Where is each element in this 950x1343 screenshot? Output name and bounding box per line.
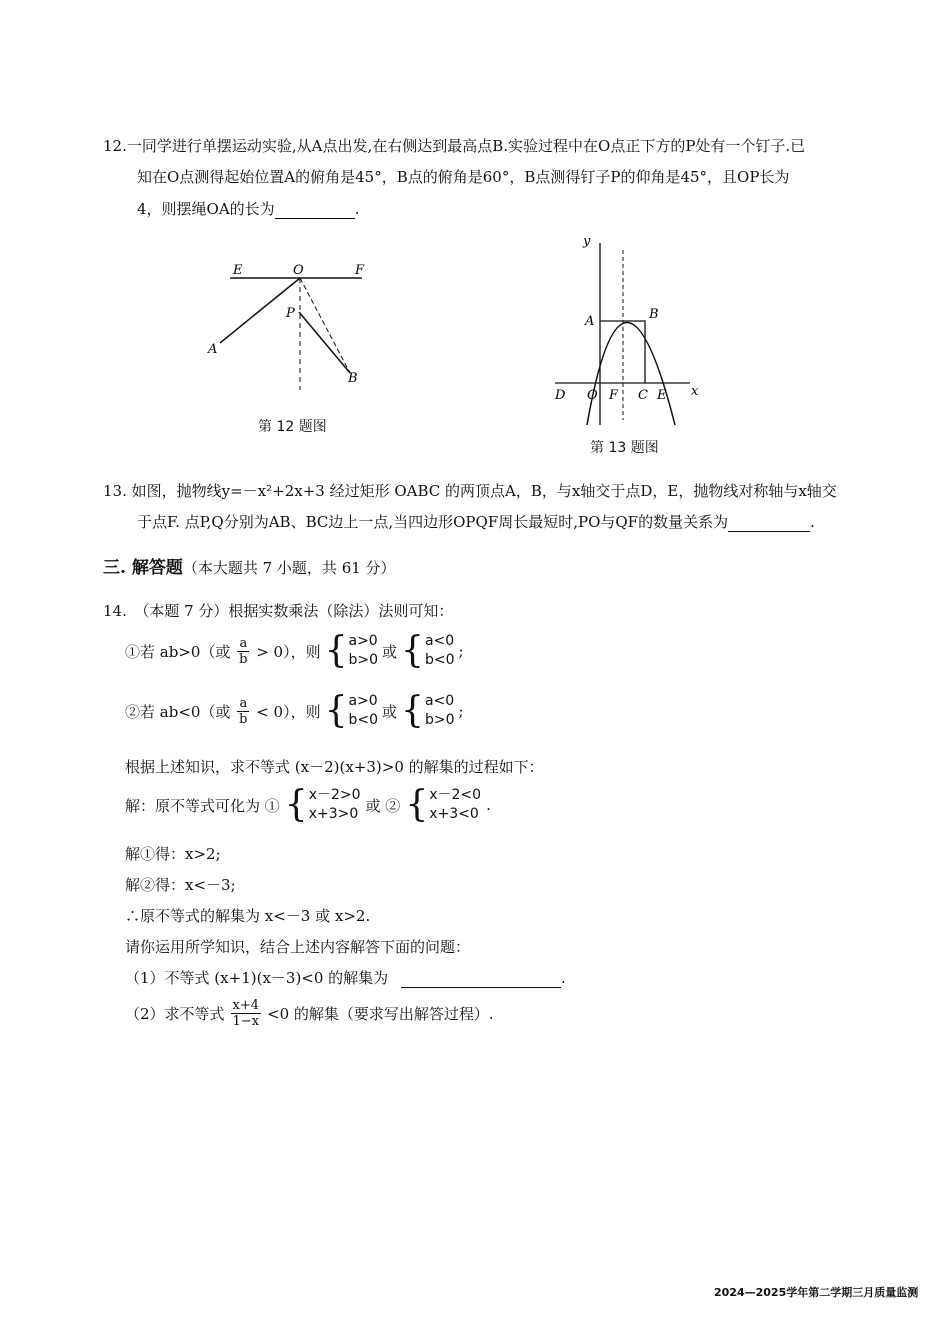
label-B: B [348, 371, 358, 386]
section-3-heading [103, 553, 396, 578]
figure-12 [200, 255, 380, 395]
semicolon: ; [458, 702, 464, 720]
or-text: 或 [382, 702, 398, 721]
label-A: A [208, 342, 218, 357]
rule2-prefix: ②若 ab<0（或 [125, 702, 231, 721]
label-F: F [355, 263, 365, 278]
q12-line3-text: 4，则摆绳OA的长为 [137, 200, 275, 218]
step-1: 解①得：x>2; [125, 845, 221, 863]
frac-num: a [239, 635, 248, 651]
label-P: P [286, 306, 295, 321]
system: { a>0 b>0 [324, 630, 379, 671]
q13-end: . [810, 513, 815, 531]
part2-prefix: （2）求不等式 [125, 1005, 225, 1023]
q13-line2-text: 于点F. 点P,Q分别为AB、BC边上一点,当四边形OPQF周长最短时,PO与QF的数量关系为 [137, 513, 729, 531]
sys-row: x－2>0 [308, 787, 361, 803]
label-A: A [585, 314, 595, 329]
rope-PB [299, 312, 350, 373]
sys-row: x+3>0 [308, 806, 359, 822]
q12-line1: 12.一同学进行单摆运动实验,从A点出发,在右侧达到最高点B.实验过程中在O点正下方的P处有一个钉子.已 [103, 137, 806, 155]
label-E: E [657, 388, 667, 403]
label-y: y [583, 235, 591, 249]
section-title: 三. 解答题 [103, 558, 183, 578]
label-C: C [638, 388, 648, 403]
q13-line1: 13. 如图，抛物线y=－x²+2x+3 经过矩形 OABC 的两顶点A，B，与x轴交于点D，E，抛物线对称轴与x轴交 [103, 482, 837, 500]
system: { a>0 b<0 [324, 690, 379, 731]
fraction-a-b [237, 696, 249, 727]
sys-row: a>0 [348, 693, 378, 709]
step-3: ∴原不等式的解集为 x<－3 或 x>2. [125, 907, 371, 925]
or-text: 或 [382, 642, 398, 661]
page-footer: 2024—2025学年第二学期三月质量监测 [714, 1286, 919, 1299]
sys-row: b>0 [424, 712, 455, 728]
answer-blank-13[interactable] [728, 513, 810, 532]
fraction-part2 [231, 998, 262, 1029]
system: { a<0 b<0 [401, 630, 455, 671]
rule-2 [125, 692, 464, 730]
section-note: （本大题共 7 小题，共 61 分） [182, 559, 396, 577]
answer-blank-12[interactable] [275, 200, 355, 219]
label-O: O [293, 263, 304, 278]
dashed-OB [300, 278, 350, 373]
q14-ask: 请你运用所学知识，结合上述内容解答下面的问题： [125, 938, 471, 956]
q14-solution [125, 786, 491, 824]
label-D: D [555, 388, 566, 403]
frac-num: x+4 [232, 998, 260, 1013]
sys-row: a<0 [424, 633, 455, 649]
q12-line3 [137, 198, 359, 219]
frac-num: a [239, 695, 248, 711]
fraction-a-b [237, 636, 249, 667]
frac-den: b [239, 711, 248, 727]
rule2-mid: < 0），则 [256, 702, 321, 721]
q14-part1 [125, 967, 566, 988]
q14-intro: 14. （本题 7 分）根据实数乘法（除法）法则可知： [103, 602, 454, 620]
sys-row: x+3<0 [429, 806, 479, 822]
part1-end: . [560, 969, 566, 987]
figure-13-caption: 第 13 题图 [590, 440, 659, 456]
sol-prefix: 解：原不等式可化为 ① [125, 796, 280, 815]
q14-part2 [125, 998, 494, 1029]
label-F: F [609, 388, 619, 403]
part2-suffix: <0 的解集（要求写出解答过程）. [267, 1005, 494, 1023]
sys-row: b<0 [424, 652, 455, 668]
label-x: x [691, 384, 699, 399]
sol-or: 或 ② [365, 796, 401, 815]
label-B: B [649, 307, 659, 322]
label-O: O [587, 388, 598, 403]
system: { x－2<0 x+3<0 [405, 784, 482, 825]
answer-blank-14-1[interactable] [401, 969, 561, 988]
rule1-mid: > 0），则 [256, 642, 321, 661]
system: { x－2>0 x+3>0 [284, 784, 361, 825]
part1-text: （1）不等式 (x+1)(x－3)<0 的解集为 [125, 969, 389, 987]
system: { a<0 b>0 [401, 690, 455, 731]
q14-know: 根据上述知识，求不等式 (x－2)(x+3)>0 的解集的过程如下： [125, 758, 544, 776]
rule1-prefix: ①若 ab>0（或 [125, 642, 231, 661]
label-E: E [233, 263, 243, 278]
q13-line2 [137, 511, 815, 532]
sys-row: b<0 [348, 712, 379, 728]
sol-end: . [486, 796, 491, 814]
sys-row: b>0 [348, 652, 379, 668]
figure-13 [545, 235, 715, 430]
q12-end: . [354, 200, 360, 218]
step-2: 解②得：x<－3; [125, 876, 236, 894]
q12-line2: 知在O点测得起始位置A的俯角是45°，B点的俯角是60°，B点测得钉子P的仰角是45°，且OP长为 [137, 168, 790, 186]
frac-den: b [239, 651, 248, 667]
sys-row: a>0 [348, 633, 378, 649]
frac-den: 1−x [232, 1014, 260, 1029]
sys-row: x－2<0 [429, 787, 482, 803]
sys-row: a<0 [424, 693, 455, 709]
rule-1 [125, 632, 464, 670]
semicolon: ; [458, 642, 464, 660]
figure-12-caption: 第 12 题图 [258, 419, 327, 435]
